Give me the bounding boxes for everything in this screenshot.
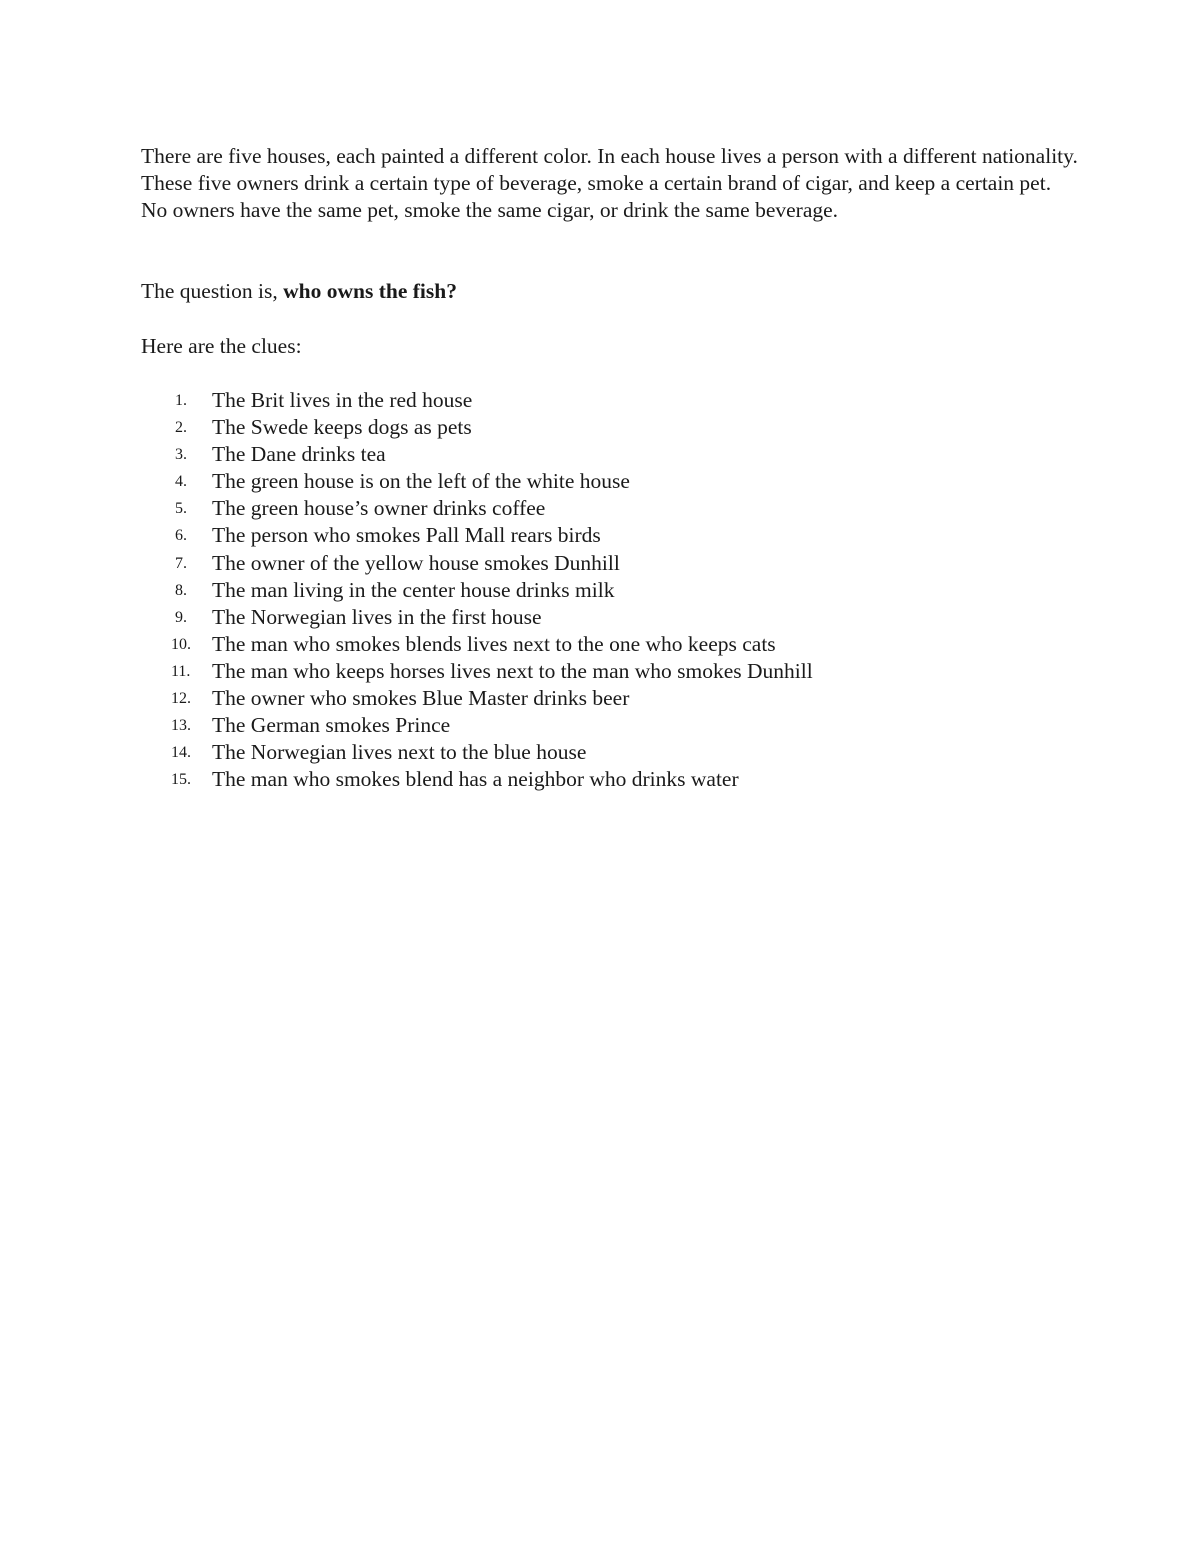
clue-number: 13. [171,717,191,735]
clue-text: The green house is on the left of the white house [212,469,630,494]
clue-text: The man who keeps horses lives next to the man who smokes Dunhill [212,658,813,683]
clue-text: The Dane drinks tea [212,442,386,467]
clue-number: 3. [175,446,187,464]
clue-text: The Brit lives in the red house [212,388,473,412]
intro-paragraph: There are five houses, each painted a different color. In each house lives a person with a different nationality. These five owners drink a certain type of beverage, smoke a certain brand of cigar, and keep a certain pet. No owners have the same pet, smoke the same cigar, or drink the same beverage. [141,144,1078,222]
clue-number: 11. [171,662,191,680]
clue-text: The man who smokes blends lives next to the one who keeps cats [212,631,776,656]
clue-number: 2. [175,419,187,437]
clue-number: 5. [175,500,187,518]
clue-number: 6. [175,527,187,545]
question-prefix: The question is, [141,279,284,303]
clue-number: 8. [175,581,187,599]
clue-text: The owner of the yellow house smokes Dunhill [212,550,620,575]
clue-number: 12. [171,690,191,708]
clues-heading: Here are the clues: [141,334,302,358]
clue-number: 4. [175,473,187,491]
clue-text: The green house’s owner drinks coffee [212,496,546,521]
question-line [141,278,457,305]
clue-number: 1. [175,392,187,409]
clue-text: The man living in the center house drinks milk [212,577,615,602]
clue-text: The person who smokes Pall Mall rears birds [212,523,601,548]
clue-text: The Norwegian lives in the first house [212,604,542,629]
clue-text: The Swede keeps dogs as pets [212,415,472,440]
question-emphasis: who owns the fish? [283,279,457,303]
clue-number: 10. [171,635,191,653]
clue-text: The Norwegian lives next to the blue house [212,740,587,765]
clue-number: 7. [175,554,187,572]
clue-text: The man who smokes blend has a neighbor who drinks water [212,767,739,792]
clue-text: The owner who smokes Blue Master drinks beer [212,686,630,711]
clue-number: 15. [171,771,191,789]
clue-number: 9. [175,608,187,626]
clue-text: The German smokes Prince [212,713,451,738]
clue-number: 14. [171,744,191,762]
